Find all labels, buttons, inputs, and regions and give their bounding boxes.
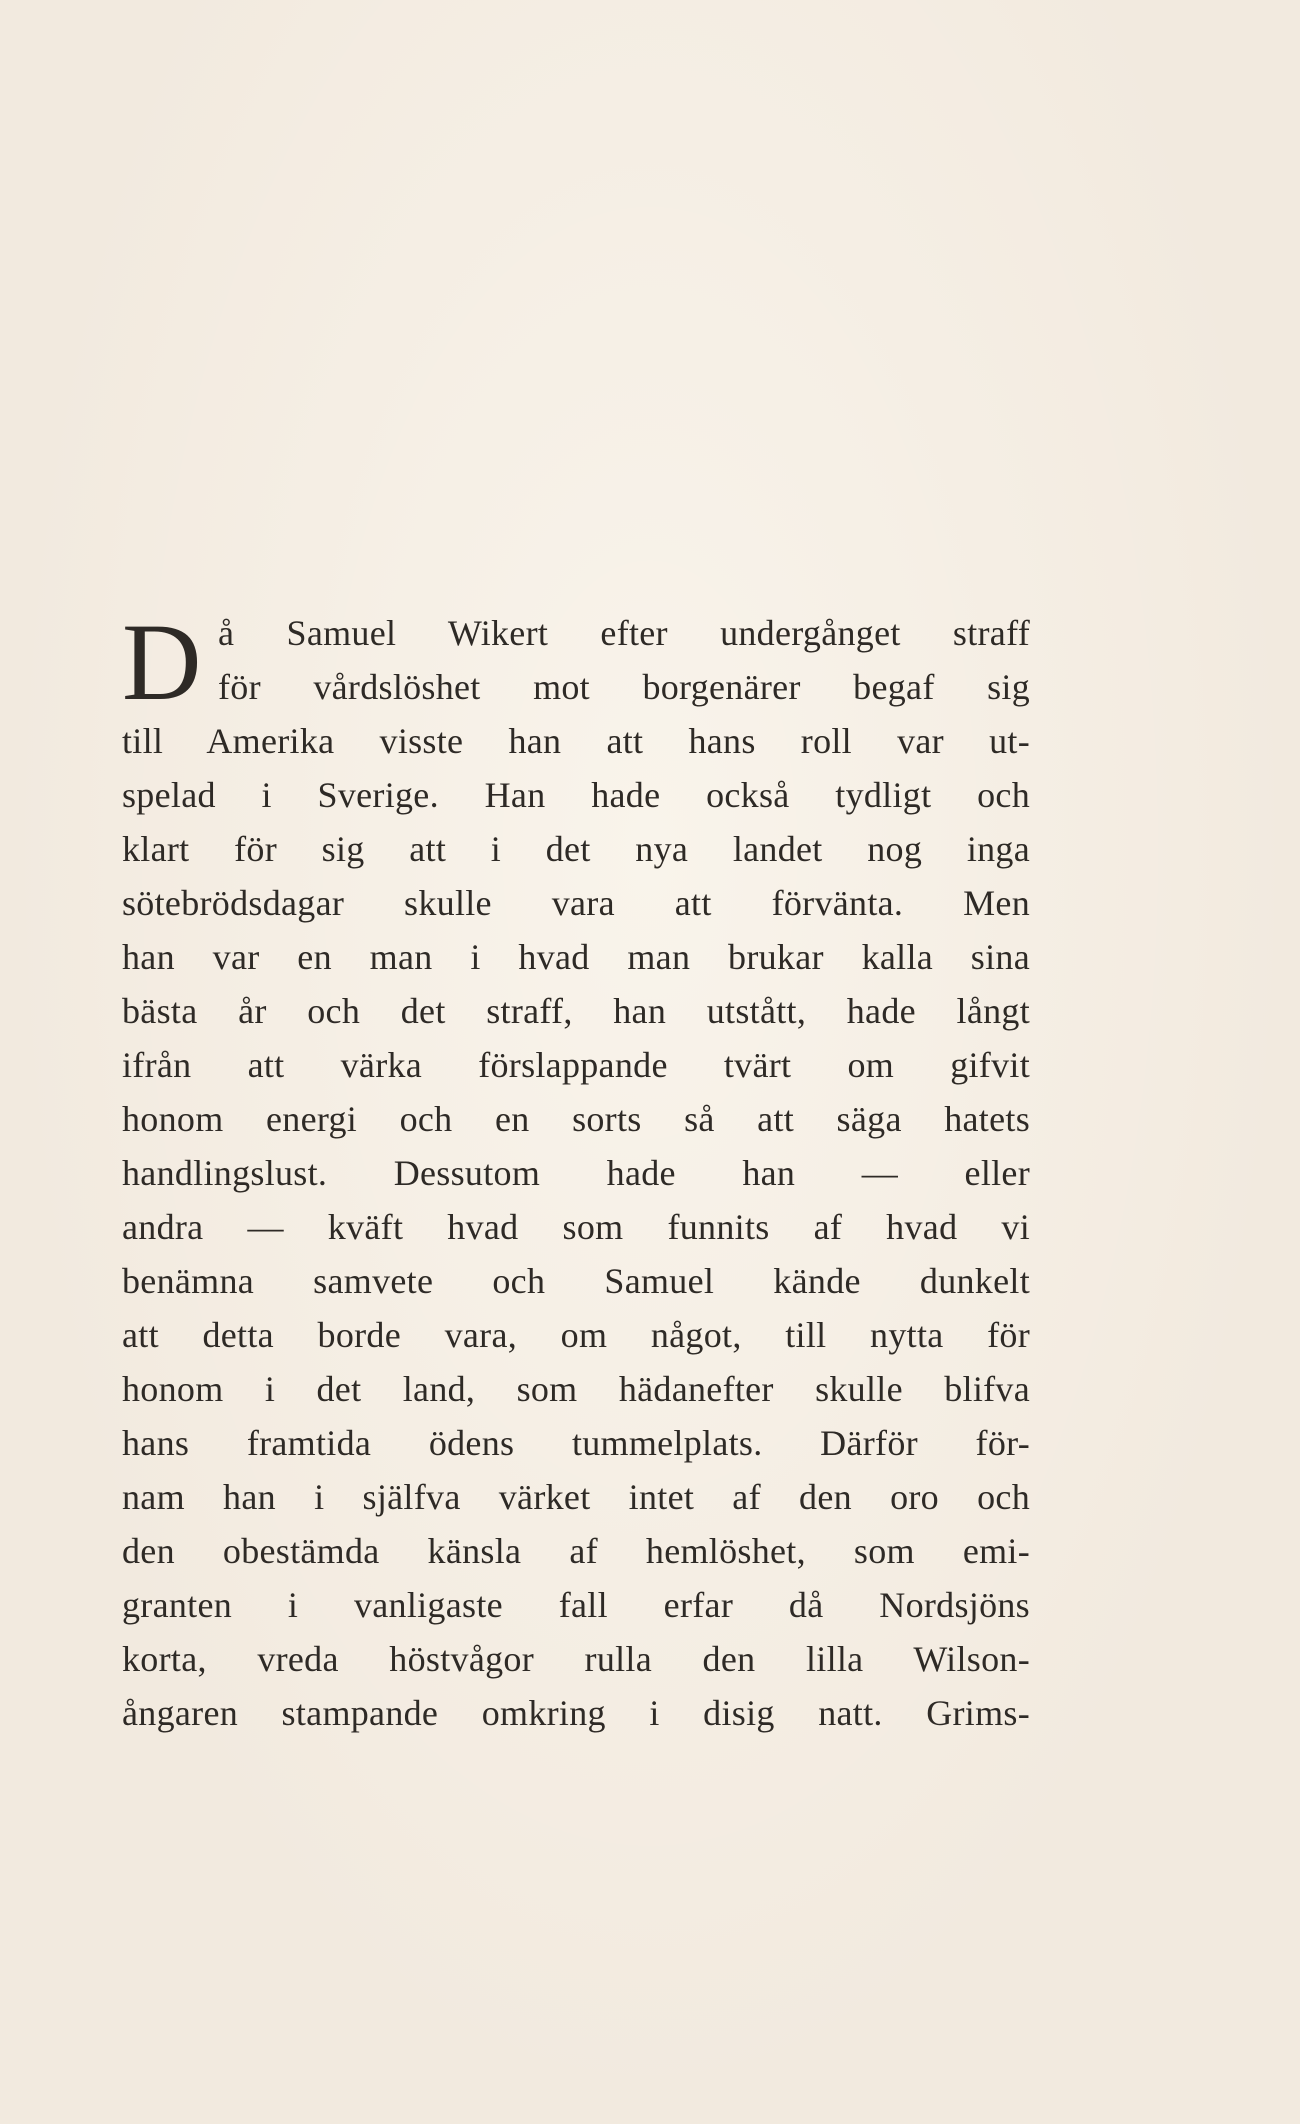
text-line-19: granten i vanligaste fall erfar då Nordsjöns xyxy=(122,1585,1030,1625)
text-line-5: klart för sig att i det nya landet nog inga xyxy=(122,829,1030,869)
text-line-15: honom i det land, som hädanefter skulle blifva xyxy=(122,1369,1030,1409)
text-line-2: för vårdslöshet mot borgenärer begaf sig xyxy=(218,667,1030,707)
text-line-21: ångaren stampande omkring i disig natt. Grims- xyxy=(122,1693,1030,1733)
text-line-17: nam han i själfva värket intet af den oro och xyxy=(122,1477,1030,1517)
text-line-3: till Amerika visste han att hans roll var ut- xyxy=(122,721,1030,761)
text-line-12: andra — kväft hvad som funnits af hvad vi xyxy=(122,1207,1030,1247)
text-line-16: hans framtida ödens tummelplats. Därför för- xyxy=(122,1423,1030,1463)
text-line-9: ifrån att värka förslappande tvärt om gifvit xyxy=(122,1045,1030,1085)
text-line-20: korta, vreda höstvågor rulla den lilla Wilson- xyxy=(122,1639,1030,1679)
text-line-1: å Samuel Wikert efter undergånget straff xyxy=(218,613,1030,653)
text-line-4: spelad i Sverige. Han hade också tydligt och xyxy=(122,775,1030,815)
text-line-13: benämna samvete och Samuel kände dunkelt xyxy=(122,1261,1030,1301)
text-line-7: han var en man i hvad man brukar kalla sina xyxy=(122,937,1030,977)
text-line-14: att detta borde vara, om något, till nytta för xyxy=(122,1315,1030,1355)
body-paragraph xyxy=(122,601,1030,1740)
text-line-11: handlingslust. Dessutom hade han — eller xyxy=(122,1153,1030,1193)
text-line-6: sötebrödsdagar skulle vara att förvänta. Men xyxy=(122,883,1030,923)
drop-cap: D xyxy=(122,601,202,723)
text-line-18: den obestämda känsla af hemlöshet, som emi- xyxy=(122,1531,1030,1571)
text-line-8: bästa år och det straff, han utstått, hade långt xyxy=(122,991,1030,1031)
text-line-10: honom energi och en sorts så att säga hatets xyxy=(122,1099,1030,1139)
